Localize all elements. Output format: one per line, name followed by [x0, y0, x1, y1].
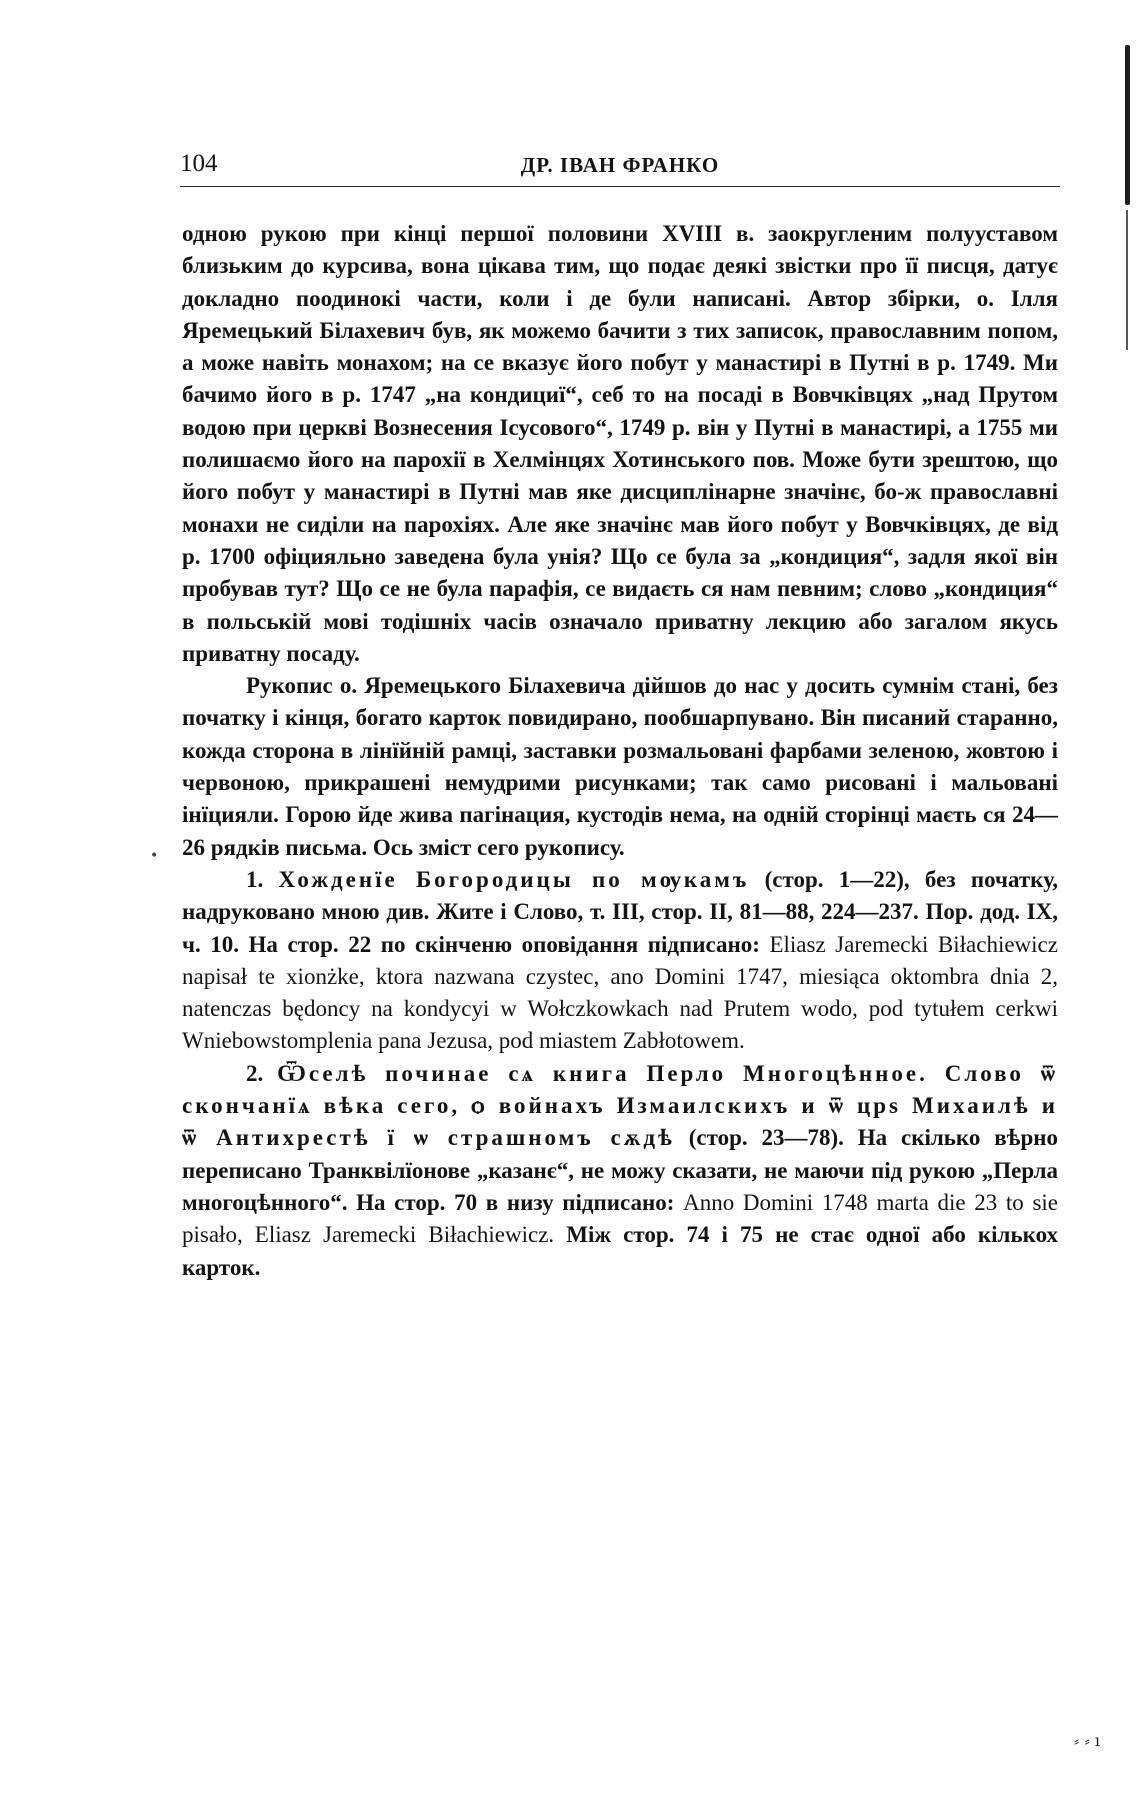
polish-inscription: Eliasz Jaremecki Biłachiewicz napisał te xionżke, ktora nazwana czystec, ano Domini 1747, miesiąca oktombra dnia 2, natenczas będoncy na kondycyi w Wołczkowkach nad Prutem wodo, pod tytułem cerkwi Wniebowstomplenia pana Jezusa, pod miastem Zabłotowem. — [182, 931, 1058, 1054]
paragraph-3 — [182, 864, 1058, 1058]
body-text — [182, 218, 1058, 1284]
page-header — [180, 150, 1060, 187]
item-number: 2. — [246, 1060, 278, 1086]
paragraph-1: одною рукою при кінці першої половини XVIII в. заокругленим полууставом близьким до курсива, вона цікава тим, що подає деякі звістки про її писця, датує докладно поодинокі части, коли і де були написані. Автор збірки, о. Ілля Яремецький Білахевич був, як можемо бачити з тих записок, православним попом, а може навіть монахом; на се вказує його побут у манастирі в Путні в р. 1749. Ми бачимо його в р. 1747 „на кондициї“, себ то на посаді в Вовчківцях „над Прутом водою при церкві Вознесения Ісусового“, 1749 р. він у Путні в манастирі, а 1755 ми полишаємо його на парохії в Хелмінцях Хотинського пов. Може бути зрештою, що його побут у манастирі в Путні мав яке дисциплінарне значінє, бо-ж православні монахи не сиділи на парохіях. Але яке значінє мав його побут у Вовчківцях, де від р. 1700 офіцияльно заведена була унія? Що се була за „кондиция“, задля якої він пробував тут? Що се не була парафія, се видаєть ся нам певним; слово „кондиция“ в польській мові тодішніх часів означало приватну лекцию або загалом якусь приватну посаду. — [182, 221, 1058, 666]
margin-mark: • — [150, 848, 159, 864]
item-number: 1. — [246, 866, 279, 892]
paragraph-text: Між стор. 74 і 75 не стає одної або кількох карток. — [182, 1222, 1058, 1280]
paragraph-4 — [182, 1058, 1058, 1284]
church-slavonic-title: Ѿселѣ починае сѧ книга Перло Многоцѣнное. Слово ѿ скончанїѧ вѣка сего, ѻ войнахъ Измаилскихъ и ѿ црѕ Михаилѣ и ѿ Антихрестѣ ї ѡ страшномъ сѫдѣ — [182, 1060, 1059, 1151]
church-slavonic-title: Хожденїе Богородицы по мѹкамъ — [278, 866, 750, 892]
paragraph-text: (стор. 1—22), без початку, надруковано мною див. Жите і Слово, т. III, стор. II, 81—88, 224—237. Пор. дод. IX, ч. 10. На стор. 22 по скінченю оповідання підписано: — [182, 866, 1059, 957]
paragraph-2: Рукопис о. Яремецького Білахевича дійшов до нас у досить сумнім стані, без початку і кінця, богато карток повидирано, пообшарпувано. Він писаний старанно, кожда сторона в лінїйній рамці, заставки розмальовані фарбами зеленою, жовтою і червоною, прикрашені немудрими рисунками; так само рисовані і мальовані інїцияли. Горою йде жива пагінация, кустодів нема, на одній сторінці маєть ся 24—26 рядків письма. Ось зміст сего рукопису. — [182, 673, 1058, 860]
page-number: 104 — [180, 150, 218, 177]
scan-edge-mark — [1125, 45, 1130, 205]
paragraph-text: (стор. 23—78). На скілько вѣрно переписано Транквілїонове „казанє“, не можу сказати, не маючи під рукою „Перла многоцѣнного“. На стор. 70 в низу підписано: — [182, 1125, 1058, 1215]
latin-inscription: Anno Domini 1748 marta die 23 to sie pisało, Eliasz Jaremecki Biłachiewicz. — [182, 1189, 1058, 1248]
corner-mark: ⸗ ⸗ ı — [1074, 1731, 1100, 1750]
running-head: ДР. ІВАН ФРАНКО — [520, 153, 720, 177]
scan-edge-line — [1126, 210, 1128, 350]
